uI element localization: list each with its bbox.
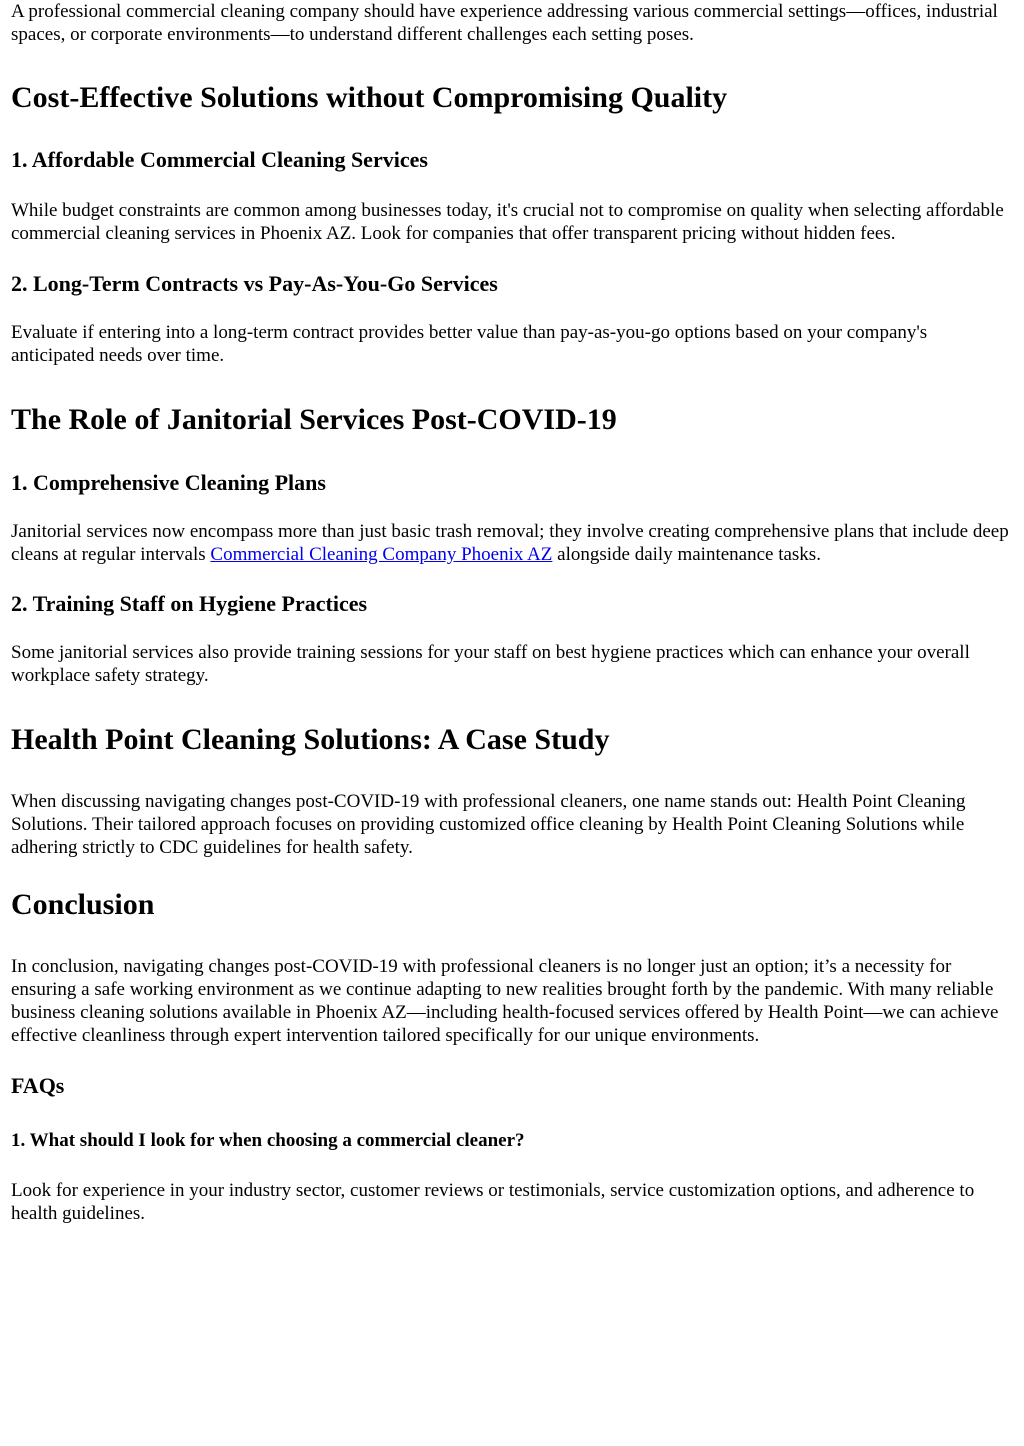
heading-affordable-services: 1. Affordable Commercial Cleaning Services <box>11 147 428 172</box>
paragraph-health-point-case-study: When discussing navigating changes post-COVID-19 with professional cleaners, one name stands out: Health Point Cleaning Solutions. Their tailored approach focuses on providing customized office cleaning by Health Point Cleaning Solutions while adhering strictly to CDC guidelines for health safety. <box>11 791 966 858</box>
heading-conclusion: Conclusion <box>11 888 155 921</box>
heading-faqs: FAQs <box>11 1073 65 1098</box>
heading-training-staff: 2. Training Staff on Hygiene Practices <box>11 591 368 616</box>
heading-role-of-janitorial-services: The Role of Janitorial Services Post-COVID-19 <box>11 403 617 436</box>
paragraph-affordable-services: While budget constraints are common among businesses today, it's crucial not to compromise on quality when selecting affordable commercial cleaning services in Phoenix AZ. Look for companies that offer transparent pricing without hidden fees. <box>11 200 1004 244</box>
heading-cost-effective-solutions: Cost-Effective Solutions without Compromising Quality <box>11 81 728 114</box>
paragraph-long-term-contracts: Evaluate if entering into a long-term contract provides better value than pay-as-you-go options based on your company's anticipated needs over time. <box>11 322 928 366</box>
heading-comprehensive-cleaning-plans: 1. Comprehensive Cleaning Plans <box>11 470 326 495</box>
intro-paragraph: A professional commercial cleaning company should have experience addressing various commercial settings—offices, industrial spaces, or corporate environments—to understand different challenges each setting poses. <box>11 1 998 45</box>
heading-health-point-case-study: Health Point Cleaning Solutions: A Case Study <box>11 723 610 756</box>
paragraph-comprehensive-cleaning-plans <box>11 520 1013 566</box>
paragraph-text-after-link: alongside daily maintenance tasks. <box>552 544 821 565</box>
commercial-cleaning-company-link[interactable]: Commercial Cleaning Company Phoenix AZ <box>210 544 553 565</box>
faq-question: 1. What should I look for when choosing a commercial cleaner? <box>11 1130 525 1151</box>
heading-long-term-contracts: 2. Long-Term Contracts vs Pay-As-You-Go Services <box>11 271 498 296</box>
paragraph-conclusion: In conclusion, navigating changes post-COVID-19 with professional cleaners is no longer just an option; it’s a necessity for ensuring a safe working environment as we continue adapting to new realities brought forth by the pandemic. With many reliable business cleaning solutions available in Phoenix AZ—including health-focused services offered by Health Point—we can achieve effective cleanliness through expert intervention tailored specifically for our unique environments. <box>11 956 999 1046</box>
faq-answer: Look for experience in your industry sector, customer reviews or testimonials, service customization options, and adherence to health guidelines. <box>11 1180 975 1224</box>
paragraph-text-before-link: Janitorial services now encompass more than just basic trash removal; they involve creating comprehensive plans that include deep cleans at regular intervals <box>11 521 1009 565</box>
paragraph-training-staff: Some janitorial services also provide training sessions for your staff on best hygiene practices which can enhance your overall workplace safety strategy. <box>11 642 970 686</box>
